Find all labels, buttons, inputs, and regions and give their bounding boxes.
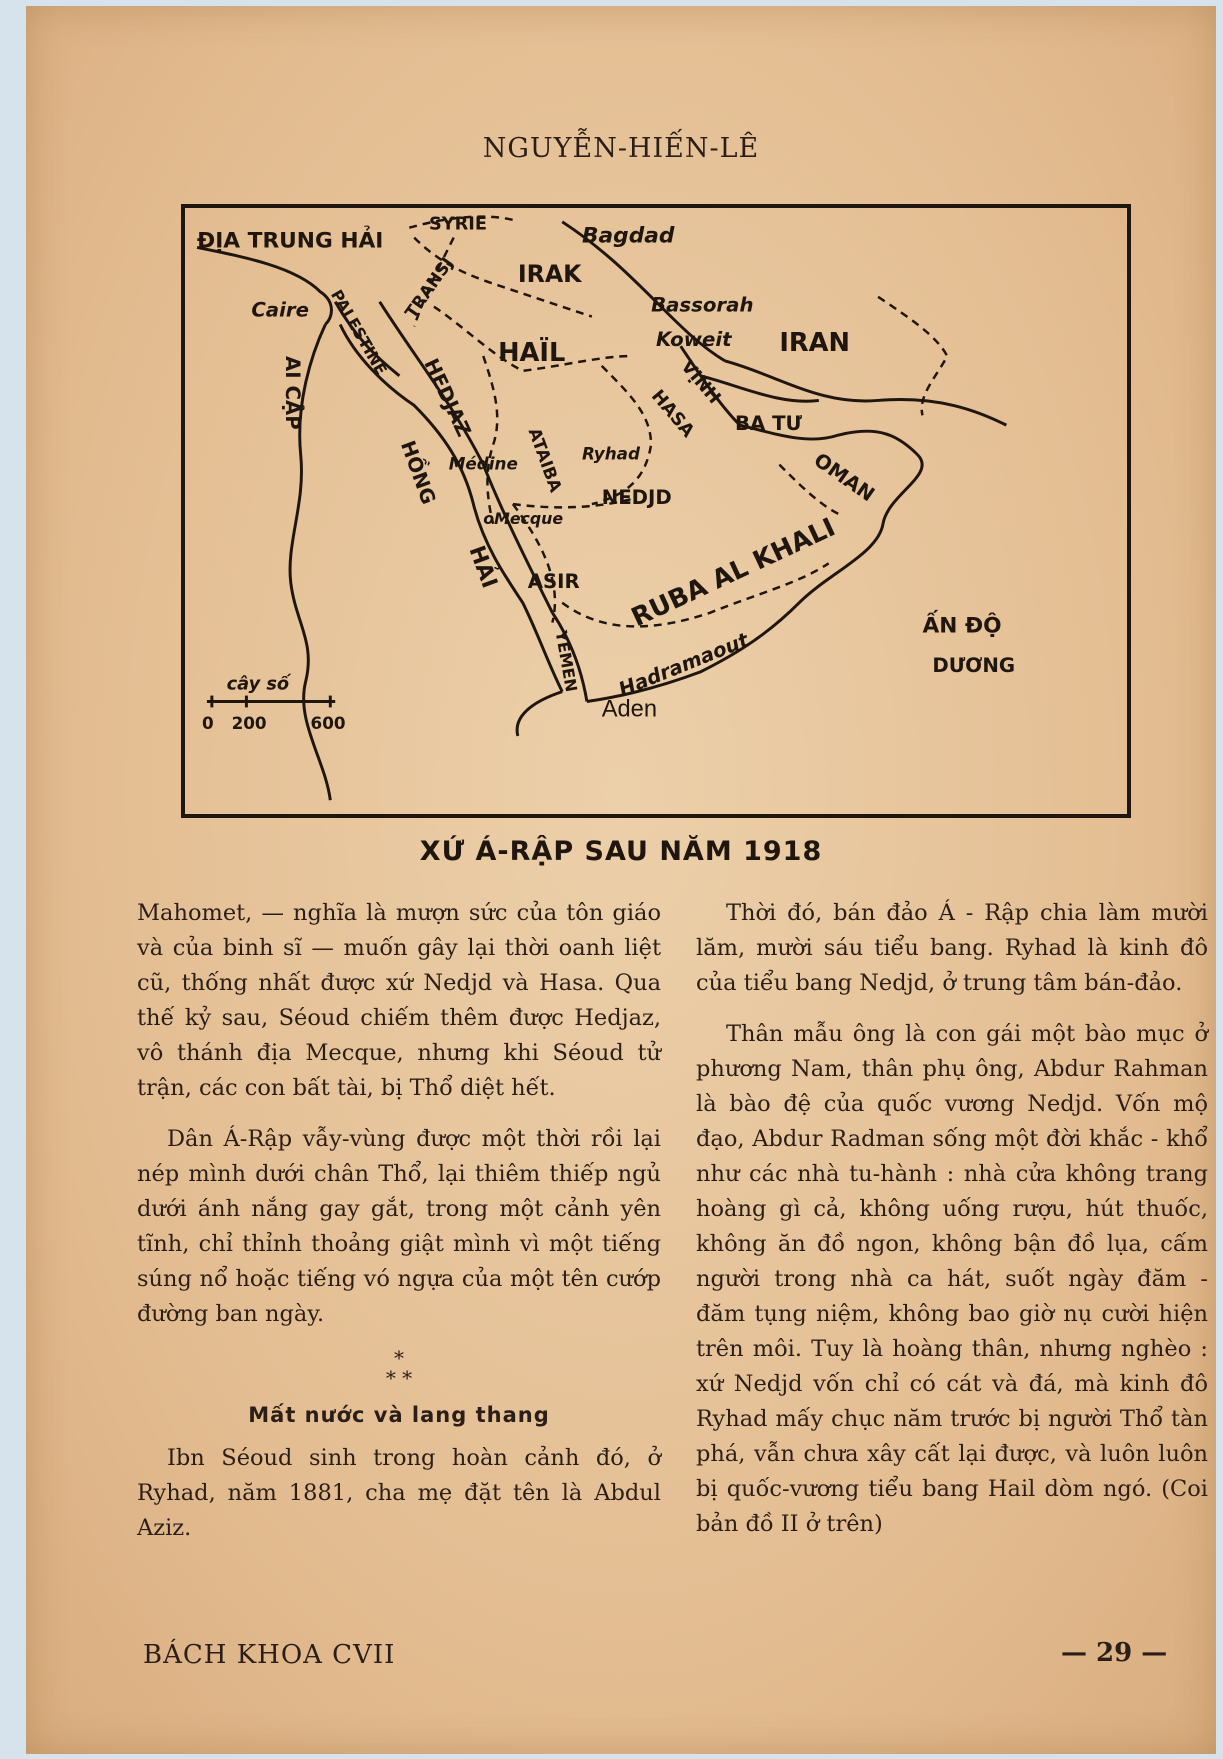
page-number: — 29 — (1061, 1638, 1168, 1668)
label-koweit: Koweit (656, 328, 732, 352)
label-duong: DƯƠNG (932, 653, 1016, 677)
label-irak: IRAK (517, 260, 582, 289)
label-iran: IRAN (779, 328, 851, 359)
label-hong: HỒNG (395, 437, 441, 508)
label-transjordan: TRANSJ (400, 253, 458, 322)
paragraph: Thân mẫu ông là con gái một bào mục ở phương Nam, thân phụ ông, Abdur Rahman là bào đệ của quốc vương Nedjd. Vốn mộ đạo, Abdur Radman sống một đời khắc - khổ như các nhà tu-hành : nhà cửa không trang hoàng gì cả, không uống rượu, hút thuốc, không ăn đồ ngon, không bận đồ lụa, cấm người trong nhà ca hát, suốt ngày đăm - đăm tụng niệm, không bao giờ nụ cười hiện trên môi. Tuy là hoàng thân, nhưng nghèo : xứ Nedjd vốn chỉ có cát và đá, mà kinh đô Ryhad mấy chục năm trước bị người Thổ tàn phá, vẫn chưa xây cất lại được, và luôn luôn bị quốc-vương tiểu bang Hail dòm ngó. (Coi bản đồ II ở trên) (696, 1021, 1208, 1537)
label-mecque: oMecque (483, 508, 564, 528)
paragraph: Thời đó, bán đảo Á - Rập chia làm mười lăm, mười sáu tiểu bang. Ryhad là kinh đô của tiểu bang Nedjd, ở trung tâm bán-đảo. (696, 900, 1208, 996)
label-hadramaout: Hadramaout (615, 628, 752, 702)
scale-bar (207, 696, 335, 708)
label-ataiba: ATAIBA (524, 425, 567, 495)
label-baghdad: Bagdad (581, 223, 675, 249)
section-divider (137, 1348, 661, 1388)
divider-stars: * * (385, 1366, 413, 1390)
label-aden: Aden (601, 696, 658, 723)
label-yemen: YEMEN (551, 629, 582, 694)
right-column (696, 896, 1208, 1558)
paragraph: Mahomet, — nghĩa là mượn sức của tôn giáo và của binh sĩ — muốn gây lại thời oanh liệt cũ, thống nhất được xứ Nedjd và Hasa. Qua thế kỷ sau, Séoud chiếm thêm được Hedjaz, vô thánh địa Mecque, nhưng khi Séoud tử trận, các con bất tài, bị Thổ diệt hết. (137, 900, 661, 1101)
map-caption: XỨ Á-RẬP SAU NĂM 1918 (419, 836, 823, 867)
label-hasa: HASA (646, 386, 698, 442)
label-medine: Médine (448, 453, 518, 474)
label-hedjaz: HEDJAZ (419, 355, 476, 441)
publication-footer: BÁCH KHOA CVII (143, 1640, 396, 1670)
label-nedjd: NEDJD (601, 486, 672, 510)
label-mediterranean: ĐỊA TRUNG HẢI (197, 228, 384, 254)
label-cairo: Caire (251, 298, 309, 322)
label-bassorah: Bassorah (651, 293, 754, 317)
label-ruba-al-khali: RUBA AL KHALI (626, 512, 841, 634)
label-scale-title: cây số (226, 674, 290, 695)
arabia-map (181, 204, 1131, 818)
label-ai: AI CẬP (280, 356, 304, 430)
label-vinh: VỊNH (676, 356, 725, 409)
label-palestine: PALESTINE (327, 286, 392, 379)
left-column (137, 896, 661, 1562)
label-ba-tu: BA TƯ (734, 412, 803, 436)
label-syria: SYRIE (428, 214, 488, 235)
label-oman: OMAN (809, 448, 879, 507)
paragraph: Dân Á-Rập vẫy-vùng được một thời rồi lại nép mình dưới chân Thổ, lại thiêm thiếp ngủ dưới ánh nắng gay gắt, trong một cảnh yên tĩnh, chỉ thỉnh thoảng giật mình vì một tiếng súng nổ hoặc tiếng vó ngựa của một tên cướp đường ban ngày. (137, 1126, 661, 1327)
section-heading: Mất nước và lang thang (248, 1403, 550, 1427)
label-scale-600: 600 (310, 713, 346, 734)
label-asir: ASIR (527, 569, 580, 593)
map-drawing (185, 208, 1127, 814)
page-sheet (26, 6, 1216, 1754)
running-title: NGUYỄN-HIẾN-LÊ (482, 133, 760, 164)
label-hai: HẢI (463, 542, 502, 592)
label-scale-0: 0 (201, 713, 214, 734)
paragraph: Ibn Séoud sinh trong hoàn cảnh đó, ở Ryhad, năm 1881, cha mẹ đặt tên là Abdul Aziz. (137, 1445, 661, 1541)
label-an-do: ẤN ĐỘ (922, 613, 1002, 639)
label-scale-200: 200 (231, 713, 267, 734)
divider-star: * (394, 1346, 404, 1370)
label-ryhad: Ryhad (581, 443, 641, 464)
label-hail: HAÏL (498, 337, 566, 368)
